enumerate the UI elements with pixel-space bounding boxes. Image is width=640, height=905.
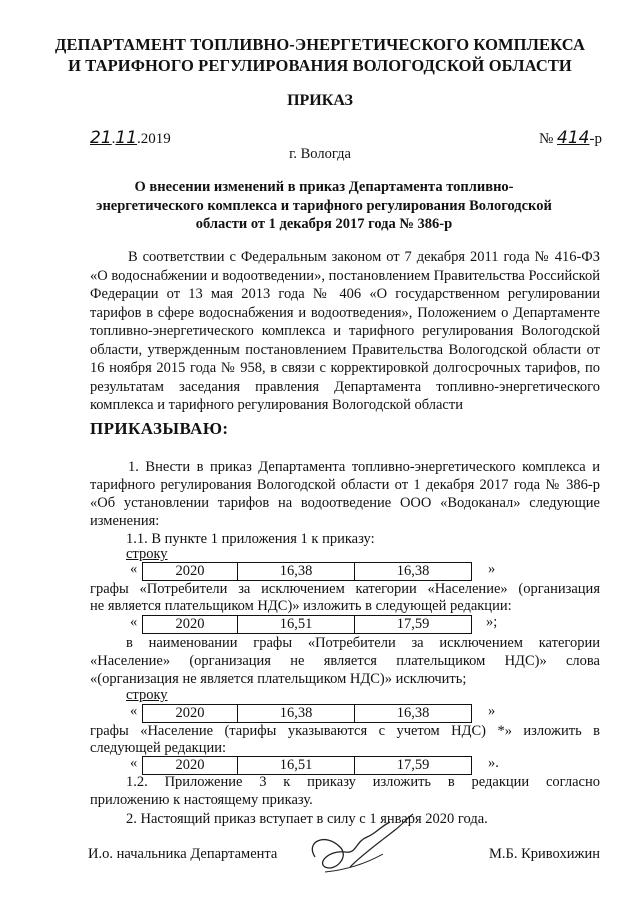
quote-close-1: »	[488, 561, 496, 577]
cell-value-2: 16,38	[355, 563, 472, 581]
signer-title: И.о. начальника Департамента	[88, 846, 278, 862]
quote-close-4: ».	[488, 755, 499, 771]
cell-value-1: 16,38	[238, 705, 355, 723]
naim-line-a: в наименовании графы «Потребители за исключением категории	[126, 635, 600, 651]
order-number	[539, 128, 602, 148]
cell-year: 2020	[143, 705, 238, 723]
graph-1-line-b: не является плательщиком НДС)» изложить в следующей редакции:	[90, 598, 512, 614]
city: г. Вологда	[289, 146, 351, 162]
handwritten-signature	[295, 812, 425, 882]
tariff-row-old-2	[142, 704, 472, 723]
cell-value-2: 16,38	[355, 705, 472, 723]
subject-line-1: О внесении изменений в приказ Департамента топливно-	[134, 179, 514, 195]
signer-name: М.Б. Кривохижин	[489, 846, 600, 862]
date-sep-2: .	[137, 131, 141, 147]
quote-open-1: «	[130, 561, 138, 577]
number-value: 414	[557, 128, 590, 148]
date-month: 11	[115, 128, 138, 148]
preamble-paragraph: В соответствии с Федеральным законом от 7 декабря 2011 года № 416-ФЗ «О водоснабжении и водоотведении», постановлением Правительства Российской Федерации от 13 мая 2013 года № 406 «О государственном регулировании тарифов в сфере водоснабжения и водоотведения», Положением о Департаменте топливно-энергетического комплекса и тарифного регулирования Вологодской области, утвержденным постановлением Правительства Вологодской области от 16 ноября 2015 года № 958, в связи с корректировкой долгосрочных тарифов, по результатам заседания правления Департамента топливно-энергетического комплекса и тарифного регулирования Вологодской области	[90, 249, 600, 413]
item-1-2-line-a: 1.2. Приложение 3 к приказу изложить в редакции согласно	[126, 774, 600, 790]
date-sep-1: .	[111, 131, 116, 147]
quote-close-2: »;	[486, 614, 498, 630]
graph-2-line-b: следующей редакции:	[90, 740, 227, 756]
date-year: 2019	[140, 131, 171, 147]
item-1-paragraph: 1. Внести в приказ Департамента топливно-энергетического комплекса и тарифного регулирования Вологодской области от 1 декабря 2017 года № 386-р «Об установлении тарифов на водоотведение ООО «Водоканал» следующие изменения:	[90, 459, 600, 529]
quote-close-3: »	[488, 703, 496, 719]
cell-year: 2020	[143, 616, 238, 634]
subject-line-3: области от 1 декабря 2017 года № 386-р	[195, 216, 453, 232]
naim-line-c: «(организация не является плательщиком НДС)» исключить;	[90, 671, 467, 687]
subject-line-2: энергетического комплекса и тарифного регулирования Вологодской	[96, 197, 552, 214]
cell-year: 2020	[143, 563, 238, 581]
prikazyvayu-heading: ПРИКАЗЫВАЮ:	[90, 419, 229, 438]
order-date	[90, 128, 171, 148]
graph-2-line-a: графы «Население (тарифы указываются с учетом НДС) *» изложить в	[90, 723, 600, 739]
quote-open-3: «	[130, 703, 138, 719]
order-subject	[92, 178, 556, 234]
number-suffix: -р	[589, 131, 602, 147]
date-day: 21	[90, 128, 112, 148]
tariff-row-old-1	[142, 562, 472, 581]
quote-open-2: «	[130, 614, 138, 630]
cell-value-1: 16,51	[238, 616, 355, 634]
tariff-row-new-1	[142, 615, 472, 634]
department-header	[0, 34, 640, 76]
stroku-label-1: строку	[126, 546, 168, 562]
cell-value-2: 17,59	[355, 616, 472, 634]
stroku-label-2: строку	[126, 687, 168, 703]
item-1-1: 1.1. В пункте 1 приложения 1 к приказу:	[126, 531, 375, 547]
cell-year: 2020	[143, 757, 238, 775]
quote-open-4: «	[130, 755, 138, 771]
graph-1-line-a: графы «Потребители за исключением категории «Население» (организация	[90, 581, 600, 597]
order-title: ПРИКАЗ	[287, 92, 353, 109]
cell-value-1: 16,38	[238, 563, 355, 581]
header-line-2: И ТАРИФНОГО РЕГУЛИРОВАНИЯ ВОЛОГОДСКОЙ ОБЛАСТИ	[68, 56, 572, 75]
cell-value-2: 17,59	[355, 757, 472, 775]
item-1-2-line-b: приложению к настоящему приказу.	[90, 792, 313, 808]
number-prefix: №	[538, 131, 554, 147]
item-2: 2. Настоящий приказ вступает в силу с 1 января 2020 года.	[126, 811, 488, 827]
header-line-1: ДЕПАРТАМЕНТ ТОПЛИВНО-ЭНЕРГЕТИЧЕСКОГО КОМПЛЕКСА	[55, 35, 585, 54]
cell-value-1: 16,51	[238, 757, 355, 775]
naim-line-b: «Население» (организация не является плательщиком НДС)» слова	[90, 653, 600, 669]
